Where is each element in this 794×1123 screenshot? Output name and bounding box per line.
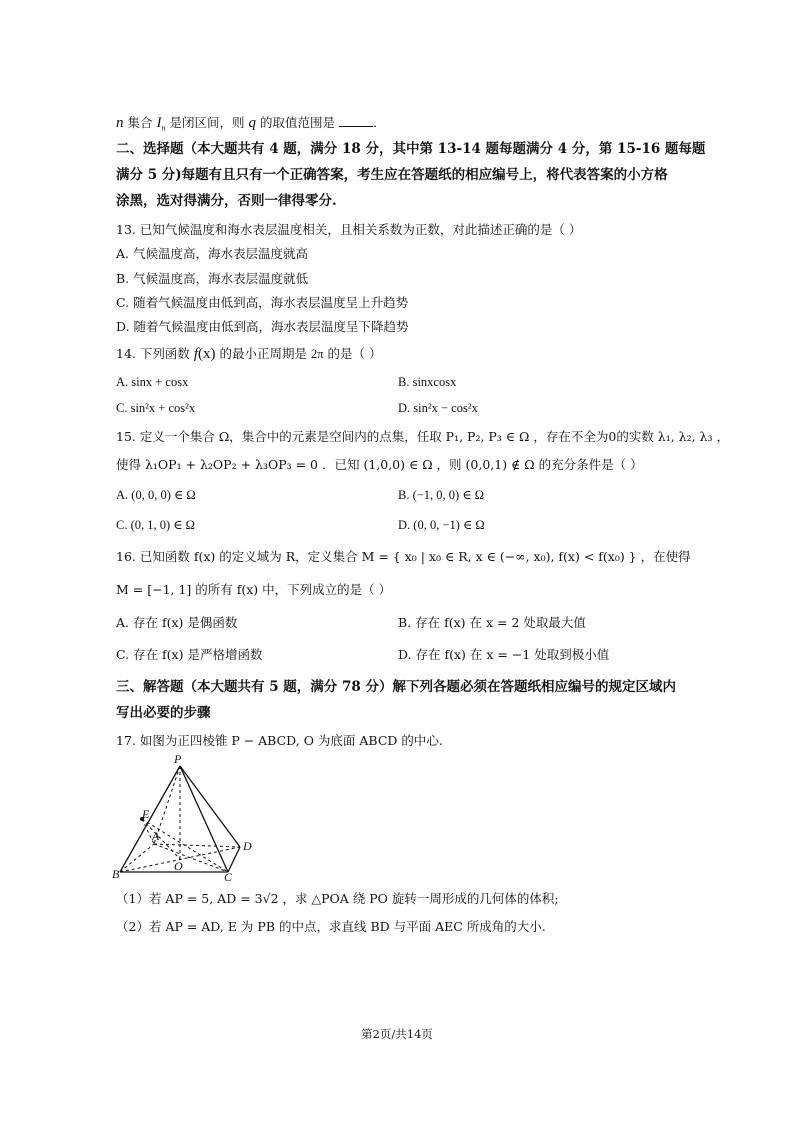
q17-stem: 17. 如图为正四棱锥 P − ABCD, O 为底面 ABCD 的中心. (116, 733, 443, 748)
answer-blank (339, 114, 373, 127)
text-range: 的取值范围是 (259, 115, 335, 130)
q16-line1: 16. 已知函数 f(x) 的定义域为 R，定义集合 M = { x₀ | x₀ ∈ R, x ∈ (−∞, x₀), f(x) < f(x₀) } ，在使得 (116, 549, 691, 564)
q16-option-b: B. 存在 f(x) 在 x = 2 处取最大值 (398, 615, 586, 630)
q15-option-d: D. (0, 0, −1) ∈ Ω (398, 518, 485, 532)
q15-option-a: A. (0, 0, 0) ∈ Ω (116, 488, 196, 502)
q13-option-b: B. 气候温度高，海水表层温度就低 (116, 271, 309, 286)
section3-line2: 写出必要的步骤 (116, 705, 211, 721)
q17-part2: （2）若 AP = AD, E 为 PB 的中点，求直线 BD 与平面 AEC 所成角的大小. (116, 919, 546, 934)
q16-option-d: D. 存在 f(x) 在 x = −1 处取到极小值 (398, 647, 610, 662)
q13-stem: 13. 已知气候温度和海水表层温度相关，且相关系数为正数，对此描述正确的是（ ） (116, 222, 582, 237)
set-symbol: I (156, 115, 162, 131)
q14-option-a: A. sinx + cosx (116, 375, 189, 389)
q17-part1: （1）若 AP = 5, AD = 3√2 ，求 △POA 绕 PO 旋转一周形成的几何体的体积; (116, 891, 559, 906)
q14-f: f (193, 346, 199, 362)
q13-option-d: D. 随着气候温度由低到高，海水表层温度呈下降趋势 (116, 319, 409, 334)
text-set: 集合 (127, 115, 153, 130)
q15-option-b: B. (−1, 0, 0) ∈ Ω (398, 488, 485, 502)
label-E: E (142, 807, 150, 821)
label-P: P (174, 752, 182, 766)
q13-option-a: A. 气候温度高，海水表层温度就高 (116, 246, 308, 261)
edge-CD (228, 847, 240, 872)
section2-line1: 二、选择题（本大题共有 4 题，满分 18 分，其中第 13-14 题每题满分 4 分，第 15-16 题每题 (116, 141, 706, 157)
q14-option-c: C. sin²x + cos²x (116, 401, 196, 415)
section3-line1: 三、解答题（本大题共有 5 题，满分 78 分）解下列各题必须在答题纸相应编号的规定区域内 (116, 679, 676, 695)
q14-x: (x) (198, 346, 216, 362)
label-B: B (112, 867, 120, 881)
edge-PB (120, 766, 180, 872)
var-n: n (116, 115, 124, 131)
q14-period: 2π (311, 347, 324, 361)
segment-EC (142, 819, 228, 872)
pyramid-figure (108, 752, 268, 882)
period: . (372, 115, 377, 130)
q15-line2: 使得 λ₁OP₁ + λ₂OP₂ + λ₃OP₃ = 0 ．已知 (1,0,0) ∈ Ω ，则 (0,0,1) ∉ Ω 的充分条件是（ ） (116, 457, 643, 472)
section2-line3: 涂黑，选对得满分，否则一律得零分. (116, 193, 337, 209)
edge-PD (180, 766, 240, 847)
page-footer: 第2页/共14页 (361, 1027, 433, 1041)
q15-line1: 15. 定义一个集合 Ω，集合中的元素是空间内的点集，任取 P₁, P₂, P₃ ∈ Ω ，存在不全为0的实数 λ₁, λ₂, λ₃ ， (116, 429, 729, 444)
q15-option-c: C. (0, 1, 0) ∈ Ω (116, 518, 195, 532)
q16-option-a: A. 存在 f(x) 是偶函数 (116, 615, 238, 630)
q13-option-c: C. 随着气候温度由低到高，海水表层温度呈上升趋势 (116, 295, 409, 310)
q14-option-d: D. sin²x − cos²x (398, 401, 478, 415)
q14-stem (116, 345, 382, 363)
q14-option-b: B. sinxcosx (398, 375, 457, 389)
section2-line2: 满分 5 分)每题有且只有一个正确答案，考生应在答题纸的相应编号上，将代表答案的小方格 (116, 167, 668, 183)
edge-PC (180, 766, 228, 872)
q16-option-c: C. 存在 f(x) 是严格增函数 (116, 647, 263, 662)
label-D: D (243, 839, 252, 853)
label-C: C (224, 870, 233, 882)
q14-stem-a: 14. 下列函数 (116, 346, 190, 361)
edge-BA (120, 844, 154, 872)
q14-stem-b: 的最小正周期是 (219, 346, 308, 361)
label-A: A (152, 829, 160, 843)
label-O: O (174, 859, 183, 873)
q14-stem-c: 的是（ ） (327, 346, 382, 361)
var-q: q (248, 115, 256, 131)
set-subscript: n (161, 123, 166, 133)
text-closed-interval: 是闭区间，则 (169, 115, 245, 130)
q16-line2: M = [−1, 1] 的所有 f(x) 中，下列成立的是（ ） (116, 582, 392, 597)
top-line (116, 114, 377, 138)
